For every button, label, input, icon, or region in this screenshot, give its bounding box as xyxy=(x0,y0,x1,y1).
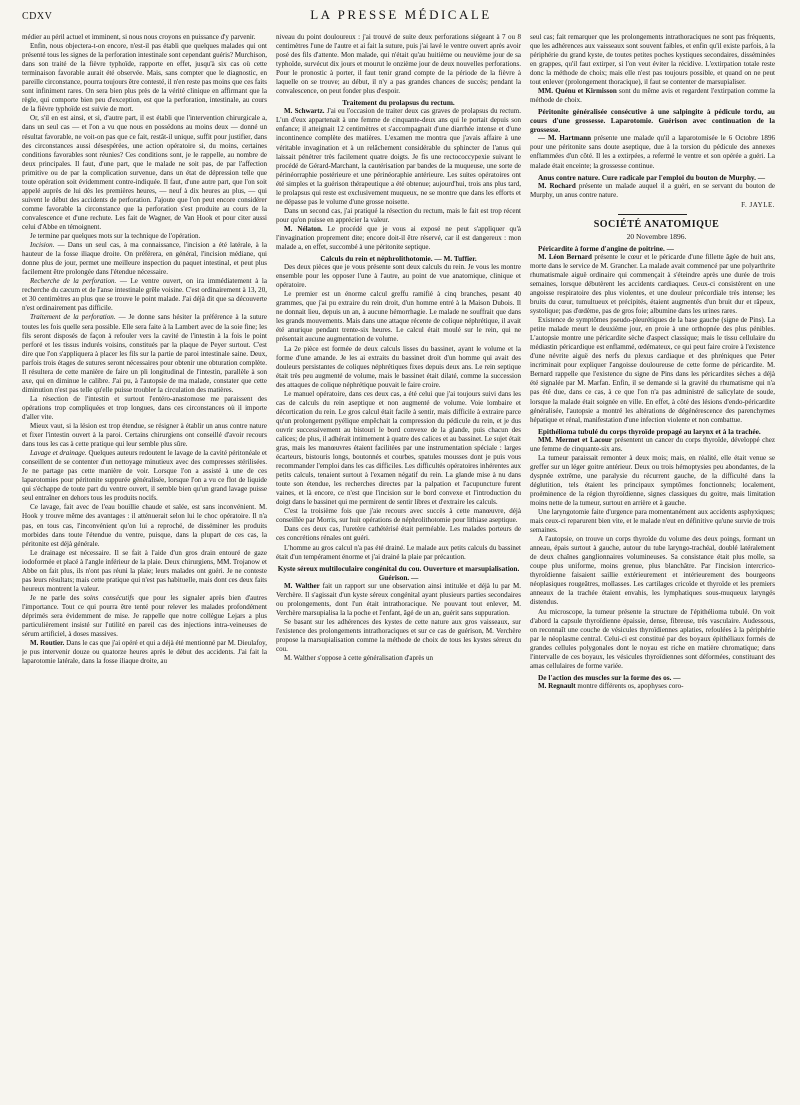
section-heading-epithelioma: Epithélioma tubulé du corps thyroïde propagé au larynx et à la trachée. xyxy=(538,426,761,436)
speaker-name: M. Regnault xyxy=(538,681,576,690)
paragraph-lead: soins consécutifs xyxy=(83,593,135,602)
paragraph-body: présente un malade auquel il a guéri, en se servant du bouton de Murphy, un anus contre nature. xyxy=(530,181,775,199)
speaker-name: M. Walther xyxy=(284,581,320,590)
paragraph-incision xyxy=(22,241,267,277)
speaker-name: MM. Mermet et Lacour xyxy=(538,435,612,444)
section-heading-prolapsus: Traitement du prolapsus du rectum. xyxy=(342,98,455,108)
paragraph-traitement xyxy=(22,313,267,394)
paragraph: seul cas; fait remarquer que les prolongements intrathoraciques ne sont pas fréquents, que les adhérences aux vaisseaux sont souvent faibles, et enfin qu'il existe parfois, à la périphérie du grand kyste, de toutes petites poches kystiques secondaires, disséminées en grappes, qu'il faut extirper, si l'on veut éviter la récidive. L'extirpation totale reste donc la méthode de choix; mais elle n'est pas toujours possible, et quand on ne peut tout enlever (prolongement thoracique), il faut se contenter de marsupialiser. xyxy=(530,33,775,87)
paragraph-body: J'ai eu l'occasion de traiter deux cas graves de prolapsus du rectum. L'un d'eux appartenait à une femme de cinquante-deux ans qui le portait depuis son enfance; il atteignait 12 centimètres et s'accompagnait d'une diarrhée intense et d'une incontinence complète des matières. L'examen me montra que j'avais affaire à une véritable invagination et à un relâchement considérable du sphincter de l'anus qui laissait pénétrer très facilement quatre doigts. Je fis une rectococcypexie suivant le procédé de Gérard-Marchant, la cautérisation par bandes de la muqueuse, une sorte de périnéorraphie postérieure et une périnéoraphie antérieure. Les suites opératoires ont été simples et la guérison thérapeutique a été obtenue; aujourd'hui, trois ans plus tard, le prolapsus qui reste est exclusivement muqueux, ne se montre que dans les efforts et ne dépasse pas le volume d'une grosse noisette. xyxy=(276,107,521,206)
page-header xyxy=(22,0,780,29)
paragraph-body: Dans le cas que j'ai opéré et qui a déjà été mentionné par M. Dieulafoy, je pus intervenir douze ou quatorze heures après le début des accidents. J'ai fait la laparotomie latérale, dans la fosse iliaque droite, au xyxy=(22,639,267,666)
paragraph-mermet xyxy=(530,436,775,454)
paragraph-lead: Recherche de la perforation. xyxy=(30,277,117,286)
paragraph: Dans un second cas, j'ai pratiqué la résection du rectum, mais le fait est trop récent pour qu'on puisse en apprécier la valeur. xyxy=(276,206,521,224)
paragraph-rochard xyxy=(530,182,775,200)
paragraph-lead: Lavage et drainage. xyxy=(30,449,87,458)
paragraph: Au microscope, la tumeur présente la structure de l'épithélioma tubulé. On voit d'abord la capsule thyroïdienne épaissie, dense, fibreuse, très vasculaire. Audessous, on reconnaît une couche de vésicules thyroïdiennes aplaties, refoulées à la périphérie par le néoplasme central. Celui-ci est constitué par des boyaux épithéliaux formés de grandes cellules polygonales dont le noyau est riche en matière chromatique; dans l'intervalle de ces boyaux, les vésicules thyroïdiennes sont déformées, constituant des amas cellulaires de forme variée. xyxy=(530,607,775,670)
author-signature: F. JAYLE. xyxy=(741,200,775,209)
paragraph-bernard xyxy=(530,253,775,316)
speaker-name: M. Léon Bernard xyxy=(538,252,592,261)
paragraph: médier au péril actuel et imminent, si nous nous croyons en puissance d'y parvenir. xyxy=(22,33,256,41)
page-number: CDXV xyxy=(22,11,53,22)
paragraph-body: fait un rapport sur une observation ainsi intitulée et déjà lu par M. Verchère. Il s'agissait d'un kyste séreux congénital ayant plusieurs parties secondaires ou prolongements, dont l'un était intrathoracique. Ne pouvant tout enlever, M. Verchère marsupialisa la la poche et l'enfant, âgé de un an, guérit sans suppuration. xyxy=(276,581,521,617)
paragraph: Ce lavage, fait avec de l'eau bouillie chaude et salée, est sans inconvénient. M. Hook y trouve même des avantages : il atténuerait selon lui le choc opératoire. Il n'a pas, en tous cas, l'inconvénient qu'on lui a reproché, de disséminer les produits morbides dans toute l'étendue du ventre, puisque, dans la plupart de ces cas, la péritonite est déjà générale. xyxy=(22,503,267,548)
speaker-name: M. Nélaton. xyxy=(284,224,323,233)
paragraph-quenu xyxy=(530,87,775,105)
column-right xyxy=(530,33,775,1093)
section-heading-kyste: Kyste séreux multiloculaire congénital du cou. Ouverture et marsupialisation. Guérison. — xyxy=(277,563,520,582)
paragraph-body: — Je donne sans hésiter la préférence à la suture toutes les fois quelle sera possible. Elle sera faite à la Lambert avec de la soie fine; les fils seront disposés de façon à refouler vers la cavité de l'intestin à la fois le point perforé et les tissus indurés voisins, constitués par la plaque de Peyer surtout. C'est dire que l'on s'appliquera à placer les fils sur la partie de paroi intestinale saine. Deux, parfois trois étages de sutures seront nécessaires pour obtenir une obturation complète. Il résultera de cette manière de faire un pli longitudinal de l'intestin, parallèle à son axe, qui en diminue le calibre. J'ai pu, à l'autopsie de ma malade, constater que cette diminution n'est pas telle qu'elle puisse troubler la circulation des matières. xyxy=(22,313,267,394)
section-divider xyxy=(618,214,687,215)
paragraph-walther xyxy=(276,582,521,618)
column-middle xyxy=(276,33,521,1093)
paragraph-routier xyxy=(22,639,267,666)
paragraph: La 2e pièce est formée de deux calculs lisses du bassinet, ayant le volume et la forme d'une amande. Je les ai extraits du bassinet droit d'un homme qui avait des douleurs persistantes de coliques néphrétiques fixes depuis deux ans. Le rein septique était très peu augmenté de volume, mais le bassinet était dilaté, comme la succession des attaques de colique néphrétique pouvait le faire croire. xyxy=(276,344,521,389)
column-left xyxy=(22,33,267,1093)
paragraph: M. Walther s'oppose à cette généralisation d'après un xyxy=(284,654,433,662)
paragraph-body: — Dans un seul cas, à ma connaissance, l'incision a été latérale, à la hauteur de la fosse iliaque droite. On préférera, en général, l'incision médiane, qui donne plus de jour, permet une meilleure inspection du paquet intestinal, et peut plus facilement être prolongée dans l'étendue nécessaire. xyxy=(22,241,267,277)
paragraph-recherche xyxy=(22,277,267,313)
paragraph: La tumeur paraissait remonter à deux mois; mais, en réalité, elle était venue se greffer sur un léger goitre antérieur. Deux ou trois hémoptysies peu abondantes, de la dyspnée extrême, une paralysie du récurrent gauche, de la difficulté dans la déglutition, tels étaient les principaux symptômes fonctionnels; localement, proéminence de la région thyroïdienne, signes classiques du goitre, mais limitation moins nette de la tumeur, surtout en arrière et à gauche. xyxy=(530,453,775,507)
section-heading-muscles: De l'action des muscles sur la forme des os. — xyxy=(538,672,681,682)
paragraph: L'homme au gros calcul n'a pas été drainé. Le malade aux petits calculs du bassinet était d'un tempérament énorme et j'ai drainé la plaie par précaution. xyxy=(276,543,521,561)
paragraph: A l'autopsie, on trouve un corps thyroïde du volume des deux poings, formant un anneau, épais surtout à gauche, autour du tube laryngo-trachéal, doublé latéralement de deux chaînes ganglionnaires volumineuses. Sa consistance était plus molle, sa coupe plus uniforme, moins grenue, plus blanchâtre. Par l'incision intercrico-thyroïdienne faisaient saillie extérieurement et intérieurement des bourgeons néoplasiques rougeâtres, mollasses. Les cartilages cricoïde et thyroïde et les premiers anneaux de la trachée étaient envahis, les lymphatiques sous-muqueux laryngés distendus. xyxy=(530,535,775,607)
paragraph-body: montre différents os, apophyses coro- xyxy=(575,681,684,690)
paragraph: niveau du point douloureux : j'ai trouvé de suite deux perforations siégeant à 7 ou 8 centimètres l'une de l'autre et ai fait la suture, puis j'ai lavé le ventre ouvert après avoir posé des fils d'attente. Mon malade, qui n'était qu'au huitième ou neuvième jour de sa typhoïde, survécut dix jours et mourut le onzième jour de deux nouvelles perforations. Pour le pronostic à porter, il faut tenir grand compte de la période de la fièvre à laquelle on se trouve; au début, il n'y a pas grandes chances de succès; pendant la convalescence, on peut fonder plus d'espoir. xyxy=(276,33,521,96)
paragraph-pre: Je ne parle des xyxy=(30,593,84,602)
speaker-name: M. Rochard xyxy=(538,181,576,190)
paragraph: La résection de l'intestin et surtout l'entéro-anastomose me paraissent des opérations trop compliquées et trop longues, dans ces circonstances où il importe d'aller vite. xyxy=(22,394,267,421)
paragraph-body: Le procédé que je vous ai exposé ne peut s'appliquer qu'à l'invagination proprement dite; encore doit-il être réservé, car il est dangereux : mon malade a, en effet, succombé à une péritonite septique. xyxy=(276,224,521,252)
section-heading-calculs: Calculs du rein et néphrolithotomie. — M. Tuffier. xyxy=(320,254,477,264)
paragraph: Dans ces deux cas, l'uretère cathétérisé était perméable. Les malades porteurs de ces concrétions rénales ont guéri. xyxy=(276,525,521,543)
paragraph: Le drainage est nécessaire. Il se fait à l'aide d'un gros drain entouré de gaze iodoformée et placé à l'angle inférieur de la plaie. Deux chirurgiens, MM. Trojanow et Abbe on fait plus, ils n'ont pas réuni la plaie; leurs malades ont guéri. Je ne conteste pas leurs résultats; mais cette pratique qui n'est pas habituelle, mais dont ces deux faits heureux montrent la valeur. xyxy=(22,548,267,593)
paragraph-soins xyxy=(22,594,267,639)
paragraph: Des deux pièces que je vous présente sont deux calculs du rein. Je vous les montre ensemble pour les opposer l'une à l'autre, au point de vue anatomique, clinique et opératoire. xyxy=(276,263,521,290)
paragraph-lead: Incision. xyxy=(30,241,55,250)
paragraph-lead: Traitement de la perforation. xyxy=(30,313,116,322)
paragraph-lavage xyxy=(22,449,267,503)
paragraph-body: sont du même avis et regardent l'extirpation comme la méthode de choix. xyxy=(530,87,775,105)
speaker-name: MM. Quénu et Kirmisson xyxy=(538,87,617,96)
paragraph: Or, s'il en est ainsi, et si, d'autre part, il est établi que l'intervention chirurgicale a, dans un seul cas — et l'on a vu que nous en possédons au moins deux — donné un résultat favorable, ne voit-on pas que ce fait, restât-il unique, suffit pour justifier, dans des circonstances aussi désespérées, une action opératoire si, du moins, certaines conditions favorables sont réunies? Ces conditions sont, je le rappelle, au nombre de deux principales. Il faut, d'une part, que le malade ne soit pas, de par l'affection primitive ou de par la complication survenue, dans un état de dépression telle que toute opération soit évidemment contre-indiquée. Il faut, d'une autre part, que l'on soit appelé auprès de lui dès les premières heures, — neuf à dix heures au plus, — qui suivent le début des accidents de perforation. J'ajoute que l'on peut encore considérer comme favorable la circonstance que la perforation s'est produite au cours de la convalescence et d'une rechute. Les fait de Wagner, de Van Hook et pour citer aussi celui d'Abbe en témoignent. xyxy=(22,114,267,231)
paragraph: Mieux vaut, si la lésion est trop étendue, se résigner à établir un anus contre nature et fixer l'intestin ouvert à la paroi. Certains chirurgiens ont conseillé d'avoir recours dans tous les cas à cette pratique qui leur semble plus sûre. xyxy=(22,422,267,449)
section-heading-pericardite: Péricardite à forme d'angine de poitrine. — xyxy=(538,243,674,253)
paragraph: Le premier est un énorme calcul greffu ramifié à cinq branches, pesant 40 grammes, que j'ai pu extraire du rein droit, d'un homme entré à la Maison Dubois. Il ne donnait lieu, depuis un an, à aucune hémorrhagie. Le malade ne souffrait que dans les grands mouvements. Mais dans une attaque récente de colique néphrétique, il avait été anurique pendant trente-six heures. Le calcul était moulé sur le rein, qui ne présentait aucune augmentation de volume. xyxy=(276,290,521,344)
speaker-name: M. Schwartz. xyxy=(284,107,325,116)
paragraph: Le manuel opératoire, dans ces deux cas, a été celui que j'ai toujours suivi dans les cas de calculs du rein aseptique et non augmenté de volume. Voie lombaire et décortication du rein. Le gros calcul était facile à sentir, mais difficile à extraire parce qu'un prolongement pyélique empêchait la compression du pédicule du rein, et je dus ouvrir successivement au bistouri le bord convexe de la glande, puis chacun des calices; de plus, il adhérait intimement à quatre des calices et au bassinet. Le sujet était gras, mais les manœuvres étaient facilitées par une instrumentation spéciale : larges écarteurs, bistouris longs, boutonnés et courbes, spatules mousses dont je puis vous recommander l'emploi dans les cas difficiles. Les difficultés opératoires inhérentes aux petits calculs, tenaient surtout à l'examen négatif du rein. La glande mise à nu dans toute son étendue, les recherches directes par la palpation et l'acupuncture furent vaines, et là encore, ce n'est que l'incision sur le bord convexe et l'introduction du doigt dans le bassinet qui me permirent de sentir libres et d'extraire les calculs. xyxy=(276,389,521,507)
paragraph-schwartz xyxy=(276,107,521,207)
paragraph-hartmann xyxy=(530,134,775,170)
paragraph-body: que pour les signaler après bien d'autres l'importance. Tout ce qui pourra être tenté pour relever les malades profondément déprimés sera évidemment de mise. Je rappelle que notre collègue Lejars a plus particulièrement insisté sur l'utilité en pareil cas des injections intra-veineuses de sérum artificiel, à doses massives. xyxy=(22,593,267,639)
paragraph-body: Quelques auteurs redoutent le lavage de la cavité péritonéale et conseillent de se contenter d'un nettoyage minutieux avec des compresses stérilisées. Je ne partage pas cette manière de voir. Lorsque l'on a assisté à une de ces laparotomies pour péritonite suppurée généralisée, lorsque l'on a vu ce flot de liquide qui s'échappe de toute part du ventre ouvert, il semble bien qu'un grand lavage puisse seul entraîner en dehors tous les produits nocifs. xyxy=(22,449,267,503)
paragraph-body: présente le cœur et le péricarde d'une fillette âgée de huit ans, morte dans le service de M. Grancher. La malade avait commencé par une polyarthrite rhumatismale aiguë ordinaire qui commençait à s'éteindre après une durée de trois semaines, lorsque débutèrent les accidents cardiaques. Ceux-ci consistèrent en une angoisse respiratoire des plus violentes, et une douleur précordiale très intense; les bruits du cœur, tumultueux et précipités, étaient augmentés d'un bruit dur et râpeux, systolique; pas d'œdème, pas de gros foie; albumine dans les urines rares. xyxy=(530,252,775,316)
paragraph-body: présente une malade qu'il a laparotomisée le 6 Octobre 1896 pour une péritonite sans doute aseptique, due à la torsion du pédicule des annexes enflammées d'un côté. Il les a extirpées, a refermé le ventre et son opérée a guéri. La malade était enceinte; la grossesse continue. xyxy=(530,134,775,170)
speaker-name: — M. Hartmann xyxy=(538,134,592,143)
journal-title: LA PRESSE MÉDICALE xyxy=(310,7,492,22)
section-heading-anus: Anus contre nature. Cure radicale par l'emploi du bouton de Murphy. — xyxy=(538,172,766,182)
text-columns xyxy=(22,33,780,1093)
paragraph-body: présentent un cancer du corps thyroïde, développé chez une femme de cinquante-six ans. xyxy=(530,435,775,453)
speaker-name: M. Routier. xyxy=(30,639,65,648)
society-date: 20 Novembre 1896. xyxy=(626,231,687,241)
paragraph: Je termine par quelques mots sur la technique de l'opération. xyxy=(30,232,201,241)
paragraph: C'est la troisième fois que j'aie recours avec succès à cette manœuvre, déjà conseillée par Morris, sur huit opérations de néphrolithotomie pour lithiase aseptique. xyxy=(276,507,521,525)
paragraph: Se basant sur les adhérences des kystes de cette nature aux gros vaisseaux, sur l'existence des prolongements intrathoraciques et sur ce cas de guérison, M. Verchère propose la marsupialisation comme la méthode de choix de tous les kystes séreux du cou. xyxy=(276,617,521,653)
paragraph-body: — Le ventre ouvert, on ira immédiatement à la recherche du cæcum et de l'anse intestinale grêle voisine. C'est ordinairement à 13, 20, et 30 centimètres au plus que se trouve le point malade. J'ai déjà dit que sa découverte n'est ordinairement pas difficile. xyxy=(22,277,267,313)
paragraph-regnault xyxy=(530,682,775,691)
paragraph: Une laryngotomie faite d'urgence para momentanément aux accidents asphyxiques; mais ceux-ci reparurent bien vite, et le malade n'eut en définitive qu'une survie de trois semaines. xyxy=(530,508,775,535)
paragraph: Existence de symptômes pseudo-pleurétiques de la base gauche (signe de Pins). La petite malade meurt le deuxième jour, en proie à une orthopnée des plus pénibles. L'autopsie montre une péricardite sèche d'aspect classique; mais le tissu cellulaire du médiastin péricardique est enflammé, œdémateux, ce qui peut faire croire à l'existence d'une névrite aiguë des nerfs du plexus cardiaque et des phréniques que Peter incriminait pour expliquer l'angoisse douloureuse de cette forme de péricardite. M. Bernard rappelle que l'existence du signe de Pins dans les péricardites sèches a déjà été signalée par M. Marfan. Enfin, il se demande si la gravité du rhumatisme qui n'a pas été due, dans ce cas, à ce que l'on n'a pas administré de salicylate de soude, lorsque la malade était soignée en ville. En effet, à côté des lésions d'endo-péricardite généralisée, l'autopsie a montré les altérations de dégénérescence des parenchymes hépatique et rénal, manifestation d'une infection violente et non combattue. xyxy=(530,316,775,424)
paragraph-nelaton xyxy=(276,225,521,252)
paragraph: Enfin, nous objectera-t-on encore, n'est-il pas établi que quelques malades qui ont présenté tous les signes de la perforation intestinale sont cependant guéris? Murchison, dans son traité de la fièvre typhoïde, rapporte en effet, jusqu'à six cas où cette terminaison favorable aurait été observée. Mais, sans compter que le diagnostic, en pareille circonstance, pourra toujours être contesté, il n'en reste pas moins que ces faits sont infiniment rares. On sera bien plus près de la vérité clinique en affirmant que la règle, qui comporte bien peu d'exception, est que la perforation, intestinale, au cours de la fièvre typhoïde est suivie de mort. xyxy=(22,42,267,114)
society-title: SOCIÉTÉ ANATOMIQUE xyxy=(593,218,720,230)
section-heading-peritonite: Péritonite généralisée consécutive à une salpingite à pédicule tordu, au cours d'une grossesse. Laparotomie. Guérison avec continuation de la grossesse. xyxy=(530,107,775,135)
